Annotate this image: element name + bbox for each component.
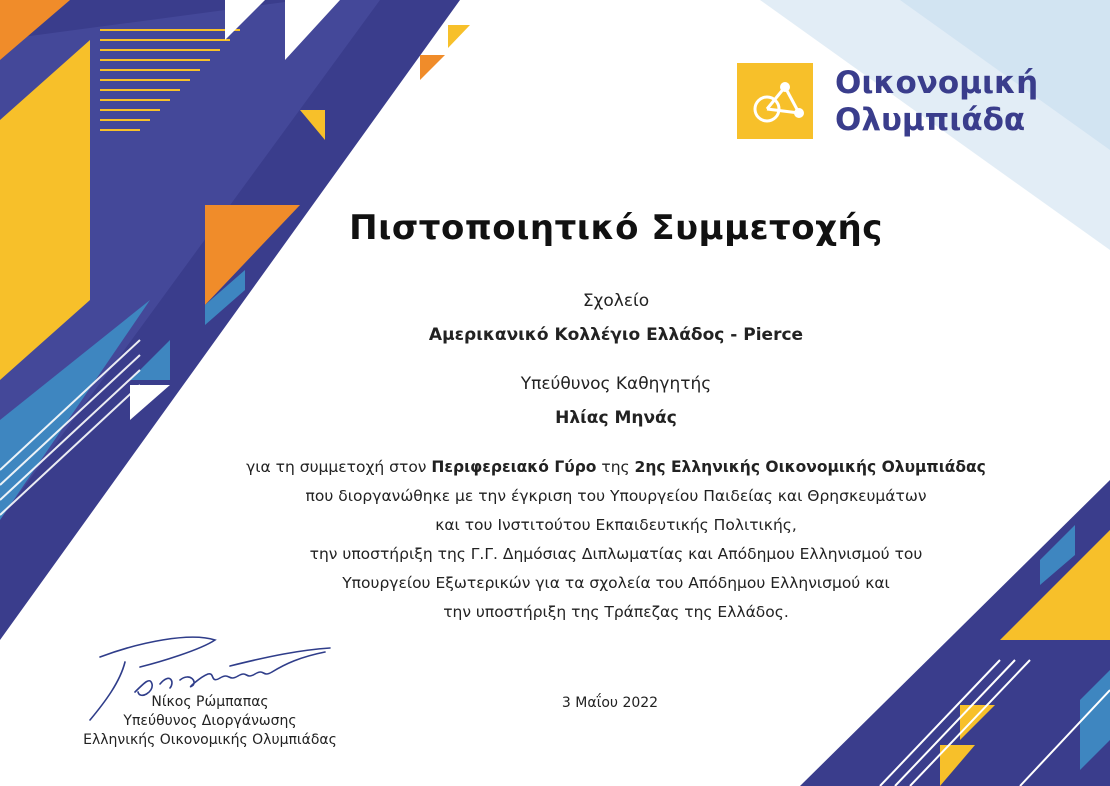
competition-name: 2ης Ελληνικής Οικονομικής Ολυμπιάδας xyxy=(634,458,986,476)
certificate-title: Πιστοποιητικό Συμμετοχής xyxy=(349,208,883,248)
signatory-block xyxy=(60,693,360,750)
signatory-name: Νίκος Ρώμπαπας xyxy=(151,694,269,710)
logo-line-1: Οικονομική xyxy=(835,65,1039,101)
body-line-1-mid: της xyxy=(596,458,635,476)
olympiad-logo xyxy=(737,63,1067,143)
body-line-3: και του Ινστιτούτου Εκπαιδευτικής Πολιτικής, xyxy=(435,516,797,534)
round-name: Περιφερειακό Γύρο xyxy=(431,458,597,476)
body-line-5: Υπουργείου Εξωτερικών για τα σχολεία του Απόδημου Ελληνισμού και xyxy=(342,574,890,592)
body-line-1 xyxy=(200,453,1032,482)
body-line-4: την υποστήριξη της Γ.Γ. Δημόσιας Διπλωματίας και Απόδημου Ελληνισμού του xyxy=(309,545,923,563)
body-line-2: που διοργανώθηκε με την έγκριση του Υπουργείου Παιδείας και Θρησκευμάτων xyxy=(305,487,927,505)
body-line-6: την υποστήριξη της Τράπεζας της Ελλάδος. xyxy=(443,603,789,621)
logo-text xyxy=(835,65,1038,139)
signatory-organization: Ελληνικής Οικονομικής Ολυμπιάδας xyxy=(83,732,337,748)
molecule-logo-icon xyxy=(737,63,813,139)
logo-line-2: Ολυμπιάδα xyxy=(835,102,1026,138)
school-label: Σχολείο xyxy=(582,291,650,311)
teacher-name: Ηλίας Μηνάς xyxy=(555,408,677,428)
school-name: Αμερικανικό Κολλέγιο Ελλάδος - Pierce xyxy=(428,325,804,345)
certificate-body xyxy=(200,453,1032,627)
certificate-date: 3 Μαΐου 2022 xyxy=(561,695,659,711)
signatory-role: Υπεύθυνος Διοργάνωσης xyxy=(123,713,297,729)
body-line-1-prefix: για τη συμμετοχή στον xyxy=(246,458,432,476)
teacher-label: Υπεύθυνος Καθηγητής xyxy=(520,374,712,394)
